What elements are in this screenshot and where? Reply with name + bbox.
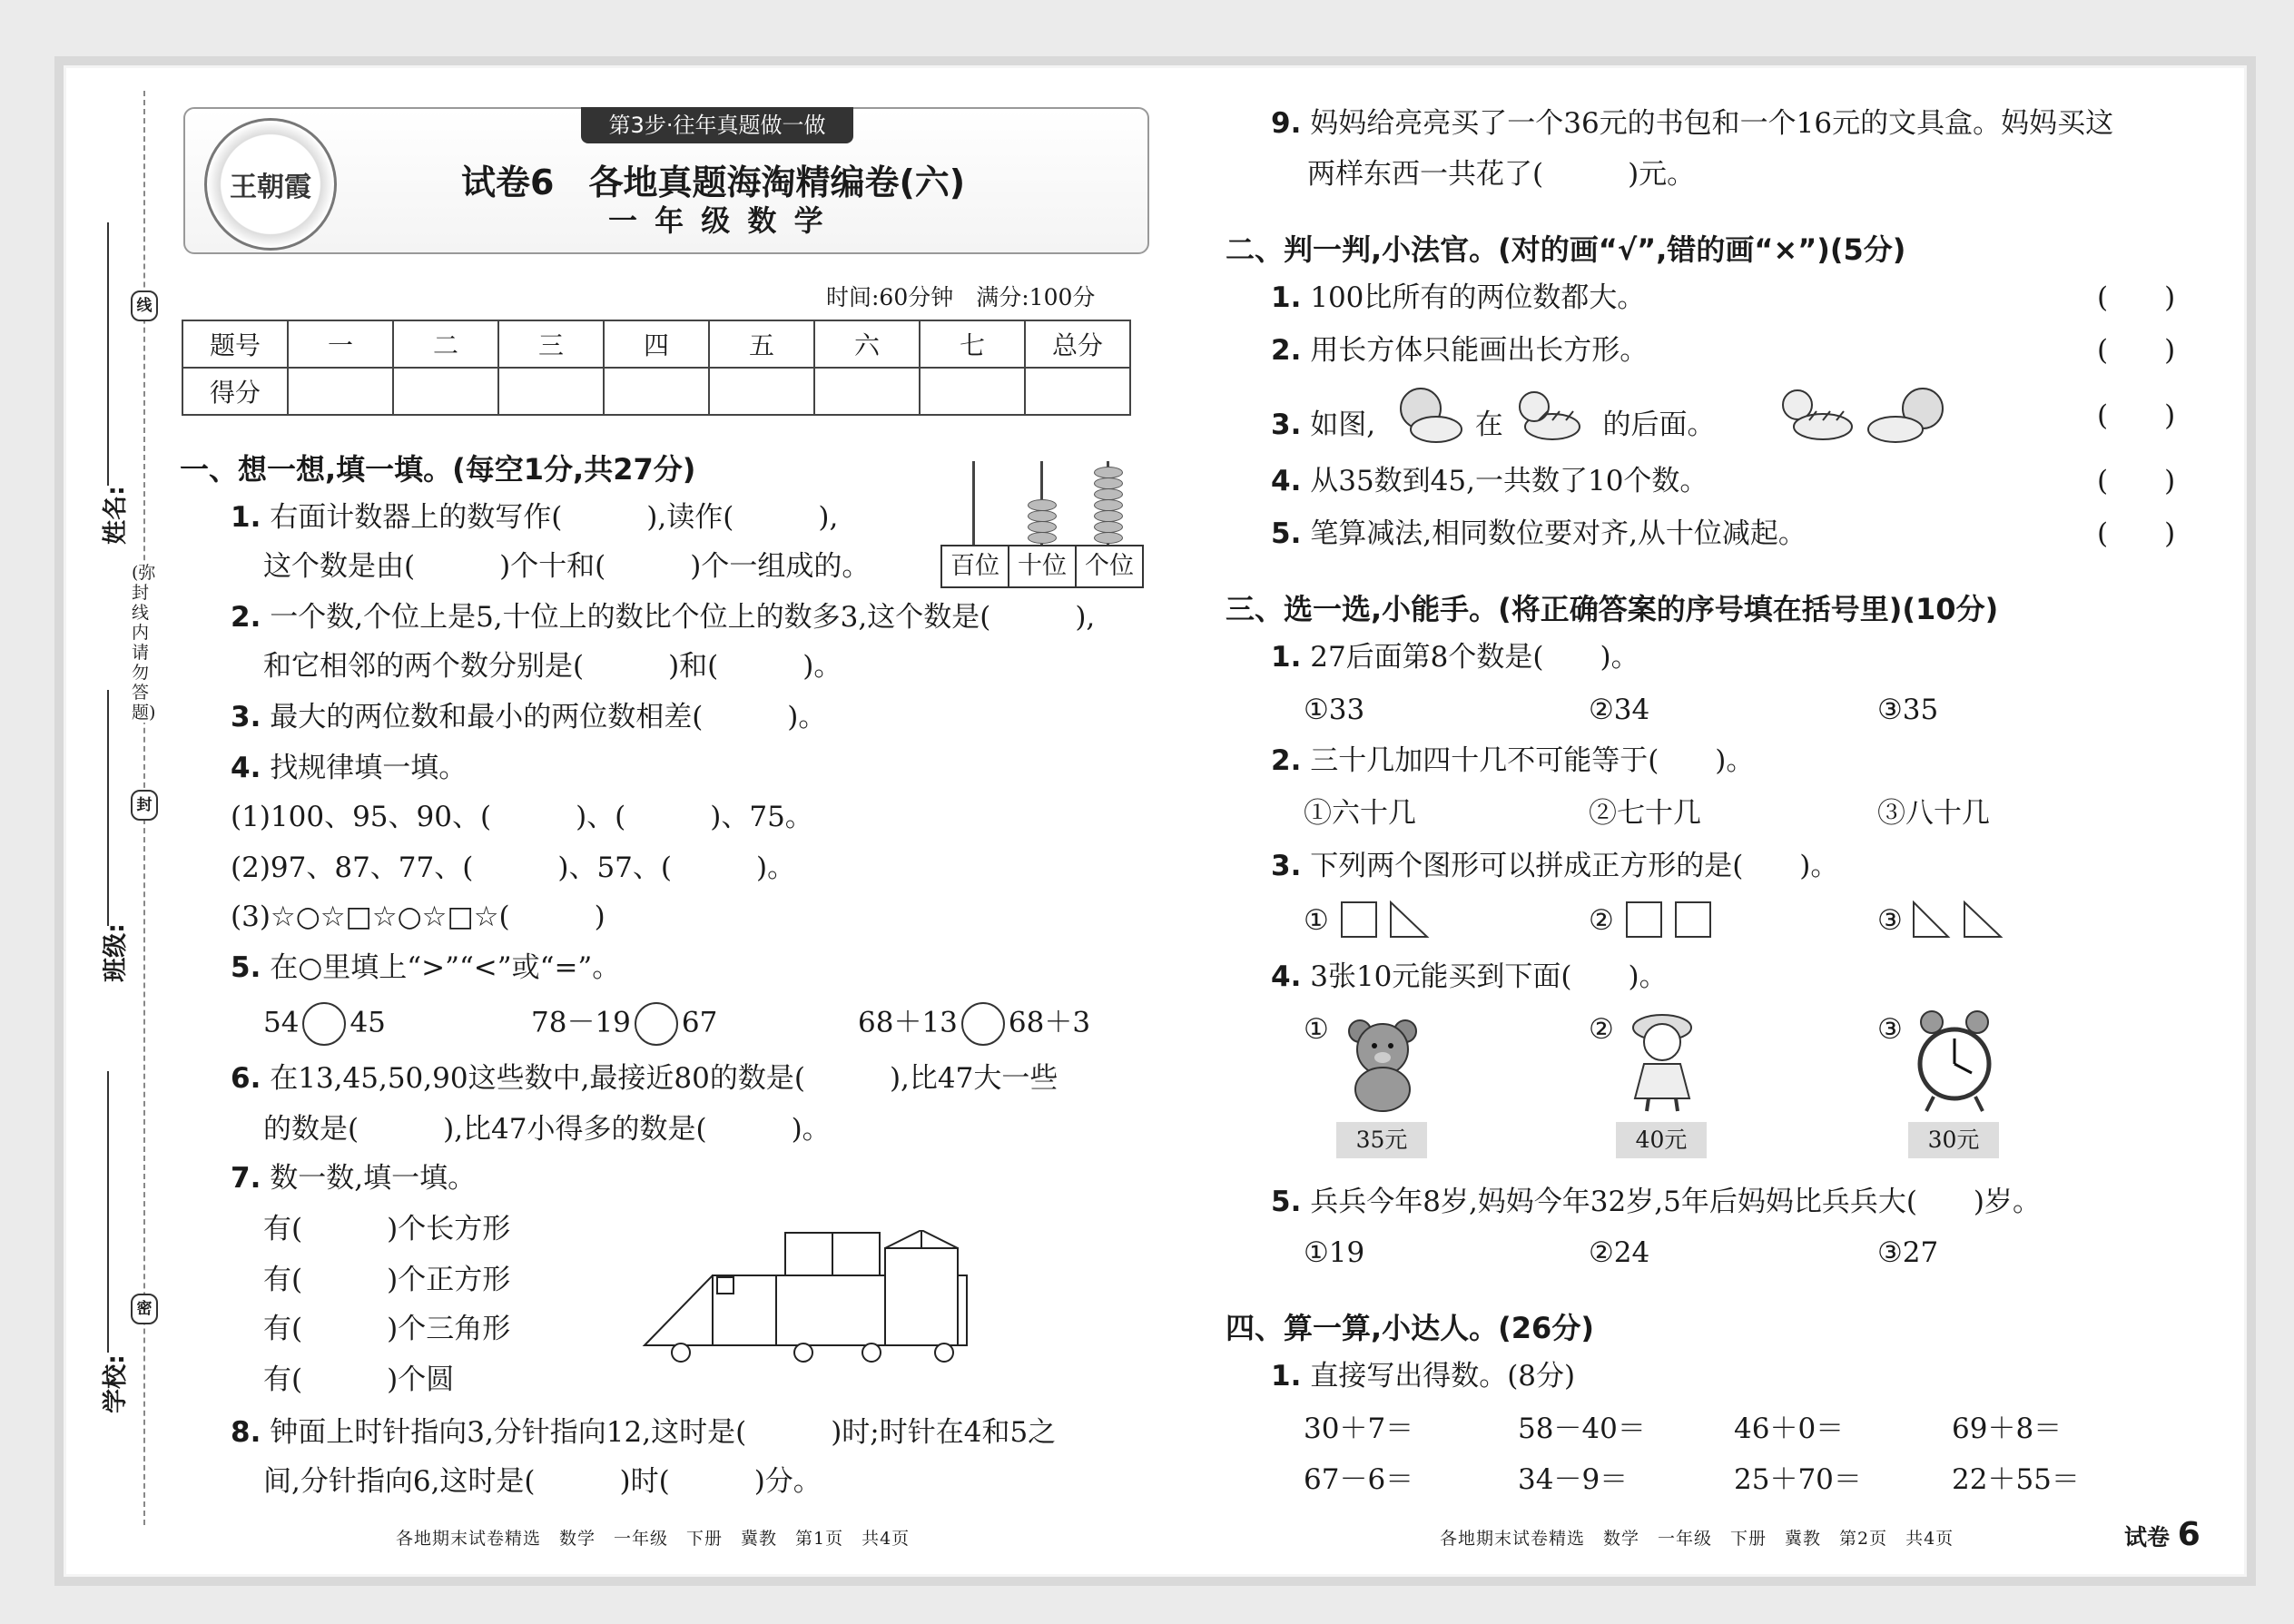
question-text: 在 (1474, 408, 1503, 441)
question-5 (231, 950, 620, 986)
abacus-bead (1094, 499, 1123, 511)
option[interactable]: ① (1304, 904, 1329, 937)
compare-circle[interactable] (302, 1002, 346, 1046)
question-text: 如图, (1310, 408, 1376, 441)
score-input-cell[interactable] (1025, 368, 1130, 415)
choice-2 (1271, 743, 1754, 779)
choice-4 (1271, 959, 1668, 995)
abacus-bead (1028, 499, 1057, 511)
train-figure (640, 1230, 971, 1375)
shapes-option-2 (1625, 901, 1716, 940)
abacus-label: 十位 (1008, 545, 1077, 588)
option[interactable]: ③ (1877, 904, 1903, 937)
compare-b (531, 1002, 717, 1046)
compare-right: 45 (350, 1006, 386, 1039)
question-number: 8. (231, 1416, 261, 1449)
option[interactable]: ①19 (1304, 1236, 1365, 1269)
question-text: 在○里填上“>”“<”或“=”。 (270, 951, 621, 984)
question-text: 数一数,填一填。 (270, 1162, 477, 1195)
question-3 (231, 699, 826, 735)
section3-title: 三、选一选,小能手。(将正确答案的序号填在括号里)(10分) (1226, 592, 1999, 626)
question-9-line2: 两样东西一共花了( )元。 (1307, 158, 1696, 191)
question-number: 5. (1271, 1186, 1302, 1218)
question-number: 1. (1271, 281, 1302, 314)
question-text: 一个数,个位上是5,十位上的数比个位上的数多3,这个数是( ), (270, 601, 1096, 634)
table-cell: 四 (604, 320, 709, 368)
question-8-line2: 间,分针指向6,这时是( )时( )分。 (263, 1465, 822, 1498)
compare-a (263, 1002, 386, 1046)
question-number: 4. (1271, 465, 1302, 497)
question-number: 1. (231, 501, 261, 534)
question-number: 1. (1271, 641, 1302, 674)
option[interactable]: ② (1589, 904, 1614, 937)
seal-notice: (弥封线内请勿答题) (132, 563, 156, 723)
section4-title: 四、算一算,小达人。(26分) (1226, 1311, 1594, 1345)
calc-item: 67－6＝ (1304, 1463, 1414, 1496)
abacus-bead (1094, 521, 1123, 533)
question-text: 笔算减法,相同数位要对齐,从十位减起。 (1310, 517, 1807, 550)
tiger-lion-pair (1759, 379, 1959, 452)
table-cell: 六 (814, 320, 920, 368)
judge-5 (1271, 516, 1807, 552)
table-cell: 三 (498, 320, 604, 368)
abacus-rod-hundreds (972, 461, 975, 545)
question-number: 4. (1271, 960, 1302, 993)
lion-tiger-small (1380, 379, 1607, 452)
question-text: 的后面。 (1602, 408, 1716, 441)
judge-answer[interactable]: ( ) (2097, 334, 2176, 367)
compare-circle[interactable] (635, 1002, 678, 1046)
judge-answer[interactable]: ( ) (2097, 281, 2176, 314)
doll-icon (1621, 1009, 1703, 1115)
school-label: 学校: (101, 1354, 130, 1413)
calc-item: 69＋8＝ (1952, 1412, 2063, 1445)
question-number: 3. (1271, 850, 1302, 882)
calc-item: 34－9＝ (1518, 1463, 1629, 1496)
paper-label-text: 试卷 (2124, 1524, 2171, 1550)
name-line (107, 222, 109, 486)
name-label: 姓名: (101, 486, 130, 545)
price-tag: 40元 (1616, 1122, 1707, 1158)
calc-item: 58－40＝ (1518, 1412, 1646, 1445)
question-number: 2. (231, 601, 261, 634)
question-number: 4. (231, 752, 261, 784)
abacus-label: 百位 (940, 545, 1009, 588)
paper-subtitle: 一 年 级 数 学 (608, 203, 827, 238)
compare-circle[interactable] (961, 1002, 1005, 1046)
school-line (107, 1071, 109, 1353)
teddy-bear-icon (1342, 1015, 1423, 1115)
question-1 (231, 499, 838, 536)
page-footer-left: 各地期末试卷精选 数学 一年级 下册 冀教 第1页 共4页 (396, 1529, 911, 1549)
abacus-bead (1028, 532, 1057, 544)
question-text: 直接写出得数。(8分) (1310, 1360, 1576, 1393)
question-7a: 有( )个长方形 (263, 1213, 511, 1245)
table-cell: 七 (920, 320, 1025, 368)
logo (204, 118, 337, 251)
seal-mark: 封 (131, 790, 158, 821)
step-label: 第3步·往年真题做一做 (581, 107, 853, 143)
abacus-label: 个位 (1075, 545, 1144, 588)
option[interactable]: ① (1304, 1013, 1329, 1046)
question-number: 1. (1271, 1360, 1302, 1393)
abacus-bead (1028, 510, 1057, 522)
calc-item: 22＋55＝ (1952, 1463, 2080, 1496)
question-number: 3. (231, 701, 261, 733)
question-1-line2: 这个数是由( )个十和( )个一组成的。 (263, 550, 871, 583)
question-7b: 有( )个正方形 (263, 1264, 511, 1296)
price-tag: 30元 (1908, 1122, 1999, 1158)
table-cell: 一 (288, 320, 393, 368)
abacus-bead (1094, 488, 1123, 500)
paper-number: 6 (2177, 1516, 2200, 1553)
score-input-cell[interactable] (604, 368, 709, 415)
judge-4 (1271, 463, 1708, 499)
question-text: 用长方体只能画出长方形。 (1310, 334, 1649, 367)
score-input-cell[interactable] (920, 368, 1025, 415)
score-table (182, 320, 1131, 416)
question-number: 2. (1271, 334, 1302, 367)
option[interactable]: ②34 (1589, 694, 1650, 726)
logo-text: 王朝霞 (230, 172, 311, 203)
question-4b: (2)97、87、77、( )、57、( )。 (231, 851, 796, 884)
calc-item: 30＋7＝ (1304, 1412, 1414, 1445)
question-number: 3. (1271, 408, 1302, 441)
score-table-header-row (182, 320, 1130, 368)
question-6-line2: 的数是( ),比47小得多的数是( )。 (263, 1113, 831, 1146)
question-7c: 有( )个三角形 (263, 1313, 511, 1345)
question-9 (1271, 105, 2113, 142)
question-7 (231, 1160, 476, 1196)
option[interactable]: ③八十几 (1877, 797, 1990, 830)
score-input-cell[interactable] (814, 368, 920, 415)
table-cell: 二 (393, 320, 498, 368)
question-4a: (1)100、95、90、( )、( )、75。 (231, 801, 813, 833)
question-text: 右面计数器上的数写作( ),读作( ), (270, 501, 839, 534)
section1-title: 一、想一想,填一填。(每空1分,共27分) (180, 452, 696, 487)
judge-answer[interactable]: ( ) (2097, 399, 2176, 432)
question-number: 5. (231, 951, 261, 984)
calc-1 (1271, 1358, 1575, 1394)
compare-right: 67 (681, 1006, 718, 1039)
question-2-line2: 和它相邻的两个数分别是( )和( )。 (263, 650, 842, 683)
question-text: 在13,45,50,90这些数中,最接近80的数是( ),比47大一些 (270, 1062, 1058, 1095)
question-4 (231, 750, 467, 786)
compare-left: 54 (263, 1006, 300, 1039)
calc-item: 46＋0＝ (1734, 1412, 1845, 1445)
score-input-cell[interactable] (498, 368, 604, 415)
question-text: 最大的两位数和最小的两位数相差( )。 (270, 701, 827, 733)
abacus (940, 452, 1142, 588)
paper-label (2124, 1516, 2200, 1553)
choice-3 (1271, 848, 1838, 884)
question-8 (231, 1414, 1056, 1451)
judge-answer[interactable]: ( ) (2097, 517, 2176, 550)
abacus-bead (1094, 477, 1123, 489)
question-text: 钟面上时针指向3,分针指向12,这时是( )时;时针在4和5之 (270, 1416, 1057, 1449)
section2-title: 二、判一判,小法官。(对的画“√”,错的画“×”)(5分) (1226, 232, 1906, 267)
score-input-cell[interactable] (393, 368, 498, 415)
class-line (107, 690, 109, 926)
question-text: 兵兵今年8岁,妈妈今年32岁,5年后妈妈比兵兵大( )岁。 (1310, 1186, 2042, 1218)
compare-right: 68＋3 (1008, 1006, 1091, 1039)
line-mark: 线 (131, 290, 158, 321)
question-number: 2. (1271, 744, 1302, 777)
compare-left: 68＋13 (858, 1006, 958, 1039)
question-text: 妈妈给亮亮买了一个36元的书包和一个16元的文具盒。妈妈买这 (1310, 107, 2114, 140)
question-4c: (3)☆○☆□☆○☆□☆( ) (231, 901, 605, 933)
judge-2 (1271, 332, 1648, 369)
question-text: 三十几加四十几不可能等于( )。 (1310, 744, 1755, 777)
option[interactable]: ②七十几 (1589, 797, 1701, 830)
score-table-score-row (182, 368, 1130, 415)
score-input-cell[interactable] (288, 368, 393, 415)
option[interactable]: ①六十几 (1304, 797, 1416, 830)
abacus-bead (1094, 510, 1123, 522)
score-input-cell[interactable] (709, 368, 814, 415)
calc-item: 25＋70＝ (1734, 1463, 1862, 1496)
judge-1 (1271, 280, 1645, 316)
question-6 (231, 1060, 1058, 1097)
table-cell: 总分 (1025, 320, 1130, 368)
time-info: 时间:60分钟 满分:100分 (826, 284, 1096, 310)
option[interactable]: ③35 (1877, 694, 1939, 726)
question-number: 9. (1271, 107, 1302, 140)
option[interactable]: ②24 (1589, 1236, 1650, 1269)
option[interactable]: ③ (1877, 1013, 1903, 1046)
question-number: 7. (231, 1162, 261, 1195)
question-7d: 有( )个圆 (263, 1363, 455, 1396)
abacus-bead (1094, 532, 1123, 544)
compare-left: 78－19 (531, 1006, 631, 1039)
question-text: 从35数到45,一共数了10个数。 (1310, 465, 1708, 497)
question-2 (231, 599, 1095, 635)
compare-c (858, 1002, 1090, 1046)
paper-title: 试卷6 各地真题海淘精编卷(六) (461, 162, 966, 202)
question-number: 5. (1271, 517, 1302, 550)
class-label: 班级: (101, 923, 130, 982)
question-number: 6. (231, 1062, 261, 1095)
table-cell: 得分 (182, 368, 288, 415)
price-tag: 35元 (1336, 1122, 1427, 1158)
table-cell: 五 (709, 320, 814, 368)
alarm-clock-icon (1914, 1009, 1995, 1115)
close-mark: 密 (131, 1294, 158, 1324)
choice-1 (1271, 639, 1639, 675)
question-text: 27后面第8个数是( )。 (1310, 641, 1639, 674)
question-text: 下列两个图形可以拼成正方形的是( )。 (1310, 850, 1839, 882)
question-text: 100比所有的两位数都大。 (1310, 281, 1646, 314)
option[interactable]: ①33 (1304, 694, 1365, 726)
question-text: 找规律填一填。 (270, 752, 468, 784)
abacus-bead (1028, 521, 1057, 533)
shapes-option-1 (1340, 901, 1431, 940)
shapes-option-3 (1912, 901, 2012, 940)
judge-answer[interactable]: ( ) (2097, 465, 2176, 497)
option[interactable]: ③27 (1877, 1236, 1939, 1269)
abacus-bead (1094, 467, 1123, 478)
choice-5 (1271, 1184, 2041, 1220)
question-text: 3张10元能买到下面( )。 (1310, 960, 1668, 993)
table-cell: 题号 (182, 320, 288, 368)
option[interactable]: ② (1589, 1013, 1614, 1046)
page-footer-right: 各地期末试卷精选 数学 一年级 下册 冀教 第2页 共4页 (1440, 1529, 1954, 1549)
